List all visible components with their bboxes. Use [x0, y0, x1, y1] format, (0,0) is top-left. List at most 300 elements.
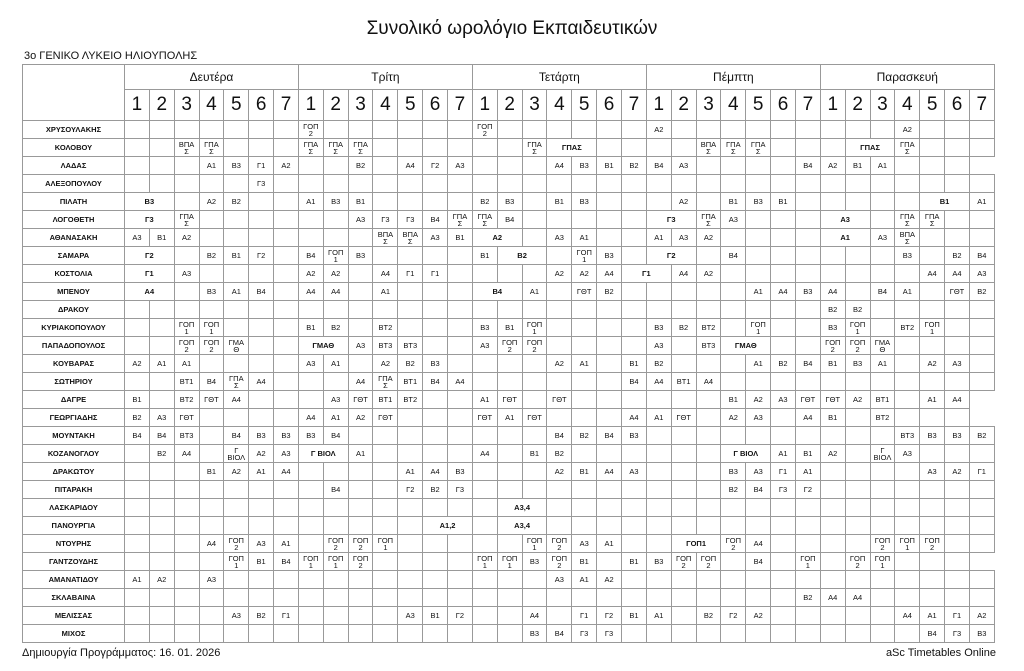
lesson-cell: Β2 [845, 301, 870, 319]
lesson-cell [398, 283, 423, 301]
lesson-cell: ΓΟΠ 2 [920, 535, 945, 553]
lesson-cell [149, 607, 174, 625]
lesson-cell: Α1 [572, 355, 597, 373]
lesson-cell [945, 571, 970, 589]
lesson-cell: ΒΤ3 [373, 337, 398, 355]
lesson-cell [274, 175, 299, 193]
lesson-cell [597, 121, 622, 139]
lesson-cell [398, 409, 423, 427]
lesson-cell [721, 121, 746, 139]
lesson-cell [621, 481, 646, 499]
lesson-cell [721, 373, 746, 391]
lesson-cell [373, 301, 398, 319]
lesson-cell [721, 157, 746, 175]
lesson-cell: Β1 [597, 157, 622, 175]
lesson-cell [274, 409, 299, 427]
lesson-cell [969, 229, 994, 247]
lesson-cell: Α4 [373, 265, 398, 283]
lesson-cell: Α4 [621, 409, 646, 427]
lesson-cell [423, 499, 448, 517]
lesson-cell [671, 301, 696, 319]
lesson-cell: Β1 [423, 607, 448, 625]
lesson-cell [820, 499, 845, 517]
lesson-cell [348, 355, 373, 373]
lesson-cell [398, 589, 423, 607]
lesson-cell [895, 499, 920, 517]
lesson-cell: ΓΟΠ1 [671, 535, 721, 553]
lesson-cell [969, 175, 994, 193]
lesson-cell [522, 265, 547, 283]
lesson-cell [646, 391, 671, 409]
lesson-cell [671, 589, 696, 607]
lesson-cell: Α3 [746, 409, 771, 427]
lesson-cell: Α1 [125, 571, 150, 589]
lesson-cell: ΒΤ2 [696, 319, 721, 337]
lesson-cell [472, 499, 497, 517]
lesson-cell: Α1 [597, 535, 622, 553]
lesson-cell: ΓΠΑ Σ [174, 211, 199, 229]
lesson-cell: Α3 [945, 355, 970, 373]
lesson-cell [298, 589, 323, 607]
lesson-cell [671, 175, 696, 193]
period-header: 1 [472, 90, 497, 121]
lesson-cell: Α1 [795, 463, 820, 481]
lesson-cell: Β4 [323, 481, 348, 499]
lesson-cell: Α3 [746, 463, 771, 481]
lesson-cell: Β3 [522, 553, 547, 571]
lesson-cell: ΓΟΠ 2 [298, 121, 323, 139]
lesson-cell [348, 319, 373, 337]
lesson-cell [323, 625, 348, 643]
lesson-cell: ΒΤ3 [696, 337, 721, 355]
lesson-cell [820, 481, 845, 499]
lesson-cell: Β2 [348, 157, 373, 175]
lesson-cell [274, 265, 299, 283]
lesson-cell [398, 553, 423, 571]
lesson-cell [199, 445, 224, 463]
lesson-cell [820, 535, 845, 553]
period-header: 4 [721, 90, 746, 121]
lesson-cell [472, 139, 497, 157]
lesson-cell [149, 589, 174, 607]
lesson-cell [746, 517, 771, 535]
lesson-cell [174, 589, 199, 607]
lesson-cell [721, 571, 746, 589]
lesson-cell [323, 373, 348, 391]
lesson-cell [522, 193, 547, 211]
lesson-cell [149, 463, 174, 481]
lesson-cell [149, 499, 174, 517]
lesson-cell [125, 157, 150, 175]
lesson-cell [621, 535, 646, 553]
lesson-cell: ΓΠΑ Σ [721, 139, 746, 157]
lesson-cell: ΓΟΠ 1 [895, 535, 920, 553]
lesson-cell: Α2 [472, 229, 522, 247]
lesson-cell: Β3 [298, 427, 323, 445]
teacher-name: ΑΜΑΝΑΤΙΔΟΥ [23, 571, 125, 589]
lesson-cell: Α3 [671, 157, 696, 175]
teacher-row [23, 301, 995, 319]
lesson-cell: Α2 [696, 229, 721, 247]
teacher-row [23, 409, 995, 427]
lesson-cell: ΓΟΠ 1 [373, 535, 398, 553]
lesson-cell: ΒΤ3 [398, 337, 423, 355]
lesson-cell [274, 481, 299, 499]
lesson-cell: ΒΠΑ Σ [895, 229, 920, 247]
lesson-cell [572, 121, 597, 139]
corner-cell [23, 65, 125, 121]
lesson-cell [373, 121, 398, 139]
lesson-cell [746, 175, 771, 193]
lesson-cell [771, 337, 796, 355]
period-header: 2 [671, 90, 696, 121]
lesson-cell [199, 211, 224, 229]
lesson-cell: Β1 [224, 247, 249, 265]
lesson-cell [771, 229, 796, 247]
lesson-cell [323, 463, 348, 481]
period-header: 4 [199, 90, 224, 121]
day-header: Τετάρτη [472, 65, 646, 90]
lesson-cell: ΒΠΑ Σ [398, 229, 423, 247]
lesson-cell [448, 139, 473, 157]
lesson-cell [497, 571, 522, 589]
lesson-cell [249, 481, 274, 499]
lesson-cell [969, 337, 994, 355]
lesson-cell [522, 427, 547, 445]
lesson-cell [448, 427, 473, 445]
lesson-cell: Α4 [671, 265, 696, 283]
period-header: 7 [621, 90, 646, 121]
lesson-cell [597, 193, 622, 211]
lesson-cell: ΓΠΑ Σ [920, 211, 945, 229]
lesson-cell: ΓΟΠ 2 [224, 535, 249, 553]
lesson-cell: Β1 [572, 463, 597, 481]
lesson-cell [249, 301, 274, 319]
lesson-cell [845, 175, 870, 193]
lesson-cell [373, 157, 398, 175]
teacher-name: ΔΡΑΚΟΥ [23, 301, 125, 319]
lesson-cell: Α3 [199, 571, 224, 589]
lesson-cell [373, 589, 398, 607]
lesson-cell: ΓΘΤ [174, 409, 199, 427]
lesson-cell [274, 337, 299, 355]
lesson-cell [920, 571, 945, 589]
lesson-cell [771, 607, 796, 625]
lesson-cell: Α1 [472, 391, 497, 409]
lesson-cell [671, 355, 696, 373]
period-header: 3 [522, 90, 547, 121]
lesson-cell [398, 517, 423, 535]
lesson-cell: Α1 [522, 283, 547, 301]
lesson-cell: ΓΘΤ [547, 391, 572, 409]
lesson-cell [398, 427, 423, 445]
lesson-cell: Α3 [472, 337, 497, 355]
lesson-cell [497, 373, 522, 391]
lesson-cell [845, 571, 870, 589]
lesson-cell [895, 589, 920, 607]
teacher-name: ΛΟΓΟΘΕΤΗ [23, 211, 125, 229]
lesson-cell: ΓΠΑ Σ [323, 139, 348, 157]
lesson-cell [522, 175, 547, 193]
lesson-cell [497, 301, 522, 319]
lesson-cell [696, 247, 721, 265]
lesson-cell: Β4 [547, 427, 572, 445]
lesson-cell [572, 373, 597, 391]
lesson-cell [348, 265, 373, 283]
lesson-cell: Α3 [572, 535, 597, 553]
lesson-cell [423, 175, 448, 193]
lesson-cell: Α3 [348, 211, 373, 229]
lesson-cell: Α3 [547, 229, 572, 247]
lesson-cell: ΓΟΠ 2 [671, 553, 696, 571]
lesson-cell [274, 517, 299, 535]
lesson-cell [125, 589, 150, 607]
lesson-cell [969, 535, 994, 553]
lesson-cell [298, 229, 323, 247]
lesson-cell [969, 517, 994, 535]
lesson-cell: Α4 [646, 373, 671, 391]
lesson-cell [671, 283, 696, 301]
lesson-cell [621, 283, 646, 301]
lesson-cell: Α2 [646, 121, 671, 139]
lesson-cell: ΓΟΠ 1 [323, 553, 348, 571]
lesson-cell: Β1 [845, 157, 870, 175]
lesson-cell [671, 481, 696, 499]
lesson-cell [125, 139, 150, 157]
lesson-cell [398, 625, 423, 643]
lesson-cell: Γ3 [646, 211, 696, 229]
lesson-cell [870, 607, 895, 625]
lesson-cell [820, 175, 845, 193]
lesson-cell [621, 211, 646, 229]
lesson-cell [945, 409, 970, 427]
lesson-cell [671, 571, 696, 589]
lesson-cell: Β2 [969, 283, 994, 301]
lesson-cell [348, 229, 373, 247]
lesson-cell [423, 391, 448, 409]
lesson-cell: Α1 [199, 157, 224, 175]
lesson-cell [423, 139, 448, 157]
lesson-cell: Α3,4 [497, 517, 547, 535]
lesson-cell [572, 301, 597, 319]
lesson-cell: ΓΠΑ Σ [448, 211, 473, 229]
lesson-cell: Γ2 [249, 247, 274, 265]
lesson-cell [298, 499, 323, 517]
lesson-cell [895, 301, 920, 319]
lesson-cell: Γ1 [621, 265, 671, 283]
lesson-cell [870, 121, 895, 139]
lesson-cell [174, 499, 199, 517]
lesson-cell [497, 445, 522, 463]
lesson-cell: ΓΘΤ [497, 391, 522, 409]
lesson-cell: Β3 [472, 319, 497, 337]
lesson-cell [771, 265, 796, 283]
lesson-cell [621, 319, 646, 337]
lesson-cell [497, 463, 522, 481]
lesson-cell [149, 301, 174, 319]
lesson-cell [497, 427, 522, 445]
period-header: 7 [795, 90, 820, 121]
lesson-cell: Α3 [671, 229, 696, 247]
lesson-cell [448, 535, 473, 553]
lesson-cell: Β1 [795, 445, 820, 463]
lesson-cell [969, 211, 994, 229]
timetable [22, 64, 995, 643]
teacher-row [23, 229, 995, 247]
lesson-cell: Α3 [348, 337, 373, 355]
lesson-cell: Β4 [249, 283, 274, 301]
lesson-cell: Β1 [497, 319, 522, 337]
lesson-cell: Γ3 [373, 211, 398, 229]
lesson-cell [522, 571, 547, 589]
lesson-cell [547, 121, 572, 139]
period-header: 7 [969, 90, 994, 121]
lesson-cell [895, 463, 920, 481]
lesson-cell [746, 499, 771, 517]
lesson-cell: Γ ΒΙΟΛ [721, 445, 771, 463]
lesson-cell [199, 625, 224, 643]
lesson-cell: Α2 [845, 391, 870, 409]
lesson-cell [348, 589, 373, 607]
lesson-cell: Β3 [199, 283, 224, 301]
lesson-cell: Α2 [696, 265, 721, 283]
lesson-cell: Γ2 [646, 247, 696, 265]
lesson-cell [448, 391, 473, 409]
lesson-cell [298, 517, 323, 535]
lesson-cell [125, 373, 150, 391]
lesson-cell [696, 517, 721, 535]
lesson-cell [895, 157, 920, 175]
lesson-cell: Β3 [721, 463, 746, 481]
teacher-name: ΧΡΥΣΟΥΛΑΚΗΣ [23, 121, 125, 139]
lesson-cell: Β3 [448, 463, 473, 481]
teacher-row [23, 481, 995, 499]
lesson-cell [870, 373, 895, 391]
teacher-name: ΝΤΟΥΡΗΣ [23, 535, 125, 553]
lesson-cell [249, 391, 274, 409]
lesson-cell: Β2 [671, 319, 696, 337]
lesson-cell [969, 589, 994, 607]
teacher-name: ΜΕΛΙΣΣΑΣ [23, 607, 125, 625]
lesson-cell: ΓΟΠ 2 [199, 337, 224, 355]
teacher-name: ΣΩΤΗΡΙΟΥ [23, 373, 125, 391]
lesson-cell: Β4 [721, 247, 746, 265]
lesson-cell [448, 121, 473, 139]
lesson-cell: Α1 [746, 283, 771, 301]
lesson-cell: Α1 [870, 157, 895, 175]
lesson-cell [448, 445, 473, 463]
lesson-cell: Γ ΒΙΟΛ [224, 445, 249, 463]
lesson-cell [895, 265, 920, 283]
lesson-cell [646, 481, 671, 499]
lesson-cell [920, 481, 945, 499]
lesson-cell [597, 499, 622, 517]
lesson-cell: ΓΟΠ 1 [920, 319, 945, 337]
lesson-cell [945, 589, 970, 607]
lesson-cell: Α4 [298, 283, 323, 301]
day-header: Δευτέρα [125, 65, 299, 90]
teacher-name: ΛΑΣΚΑΡΙΔΟΥ [23, 499, 125, 517]
lesson-cell [746, 427, 771, 445]
period-header: 1 [298, 90, 323, 121]
lesson-cell: Α4 [224, 391, 249, 409]
lesson-cell [895, 391, 920, 409]
lesson-cell: Β2 [398, 355, 423, 373]
lesson-cell [448, 337, 473, 355]
lesson-cell [696, 625, 721, 643]
lesson-cell [572, 481, 597, 499]
lesson-cell [646, 445, 671, 463]
lesson-cell: Β3 [621, 427, 646, 445]
lesson-cell: Β3 [249, 427, 274, 445]
lesson-cell: Α3 [969, 265, 994, 283]
lesson-cell [895, 355, 920, 373]
lesson-cell: Α3 [149, 409, 174, 427]
lesson-cell: Α3 [323, 391, 348, 409]
lesson-cell [845, 193, 870, 211]
lesson-cell: Β2 [696, 607, 721, 625]
lesson-cell: ΓΟΠ 2 [174, 337, 199, 355]
lesson-cell [448, 265, 473, 283]
lesson-cell [795, 247, 820, 265]
lesson-cell [174, 283, 199, 301]
lesson-cell [149, 175, 174, 193]
lesson-cell: Α1 [969, 193, 994, 211]
lesson-cell: ΓΟΠ 1 [472, 553, 497, 571]
lesson-cell [721, 625, 746, 643]
lesson-cell [721, 301, 746, 319]
lesson-cell [472, 373, 497, 391]
lesson-cell [895, 517, 920, 535]
lesson-cell [696, 427, 721, 445]
lesson-cell [274, 193, 299, 211]
lesson-cell [746, 157, 771, 175]
lesson-cell [920, 517, 945, 535]
lesson-cell [696, 499, 721, 517]
lesson-cell [895, 481, 920, 499]
lesson-cell [274, 211, 299, 229]
lesson-cell [125, 535, 150, 553]
lesson-cell [945, 499, 970, 517]
lesson-cell [696, 589, 721, 607]
lesson-cell: Α3 [174, 265, 199, 283]
lesson-cell: ΒΤ2 [398, 391, 423, 409]
lesson-cell [646, 139, 671, 157]
lesson-cell [621, 229, 646, 247]
lesson-cell [125, 481, 150, 499]
lesson-cell [771, 301, 796, 319]
lesson-cell [870, 499, 895, 517]
lesson-cell [174, 121, 199, 139]
lesson-cell [249, 319, 274, 337]
lesson-cell: Α2 [373, 355, 398, 373]
period-header: 5 [920, 90, 945, 121]
lesson-cell [795, 211, 820, 229]
lesson-cell [224, 517, 249, 535]
lesson-cell [373, 247, 398, 265]
lesson-cell [274, 301, 299, 319]
lesson-cell [621, 571, 646, 589]
lesson-cell [398, 499, 423, 517]
lesson-cell: Α1 [298, 193, 323, 211]
lesson-cell: Β4 [870, 283, 895, 301]
lesson-cell [820, 265, 845, 283]
lesson-cell: ΒΤ2 [895, 319, 920, 337]
lesson-cell: Α2 [671, 193, 696, 211]
lesson-cell: Β2 [249, 607, 274, 625]
lesson-cell: ΓΠΑ Σ [373, 373, 398, 391]
teacher-row [23, 265, 995, 283]
